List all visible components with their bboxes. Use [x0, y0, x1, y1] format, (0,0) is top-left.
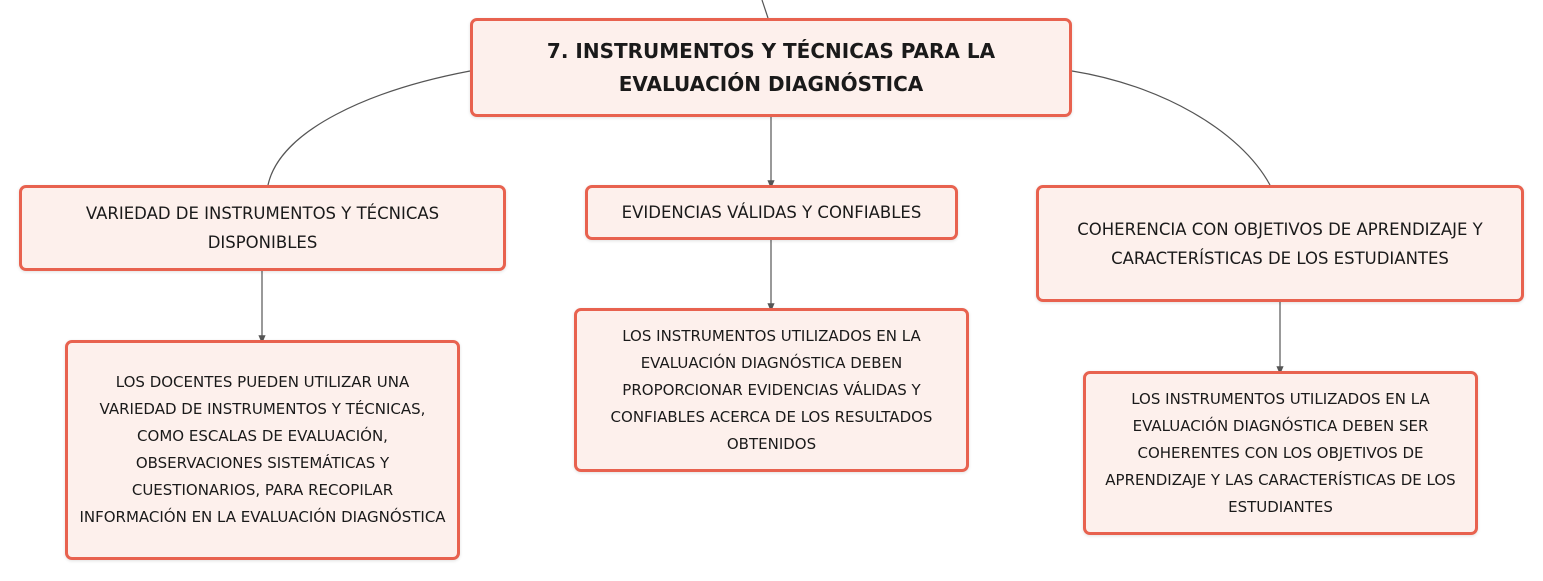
connector-root-to-branch-3	[1072, 71, 1270, 185]
branch-node-label: COHERENCIA CON OBJETIVOS DE APRENDIZAJE Y CARACTERÍSTICAS DE LOS ESTUDIANTES	[1077, 219, 1483, 268]
branch-node-label: VARIEDAD DE INSTRUMENTOS Y TÉCNICAS DISPONIBLES	[85, 204, 440, 252]
branch-node-3[interactable]	[1036, 185, 1524, 302]
connector-root-to-branch-1	[268, 71, 470, 185]
root-node[interactable]	[470, 18, 1072, 117]
branch-node-label: EVIDENCIAS VÁLIDAS Y CONFIABLES	[621, 203, 922, 222]
detail-node-1[interactable]	[65, 340, 460, 560]
branch-node-2[interactable]	[585, 185, 958, 240]
connector-parent-to-root	[762, 0, 768, 18]
detail-node-text: LOS DOCENTES PUEDEN UTILIZAR UNA VARIEDAD DE INSTRUMENTOS Y TÉCNICAS, COMO ESCALAS DE EVALUACIÓN, OBSERVACIONES SISTEMÁTICAS Y CUESTIONARIOS, PARA RECOPILAR INFORMACIÓN EN LA EVALUACIÓN DIAGNÓSTICA	[79, 373, 446, 526]
detail-node-text: LOS INSTRUMENTOS UTILIZADOS EN LA EVALUACIÓN DIAGNÓSTICA DEBEN SER COHERENTES CON LOS OBJETIVOS DE APRENDIZAJE Y LAS CARACTERÍSTICAS DE LOS ESTUDIANTES	[1105, 389, 1456, 516]
branch-node-1[interactable]	[19, 185, 506, 271]
detail-node-3[interactable]	[1083, 371, 1478, 535]
root-node-label: 7. INSTRUMENTOS Y TÉCNICAS PARA LA EVALUACIÓN DIAGNÓSTICA	[546, 38, 996, 96]
detail-node-2[interactable]	[574, 308, 969, 472]
detail-node-text: LOS INSTRUMENTOS UTILIZADOS EN LA EVALUACIÓN DIAGNÓSTICA DEBEN PROPORCIONAR EVIDENCIAS VÁLIDAS Y CONFIABLES ACERCA DE LOS RESULTADOS OBTENIDOS	[610, 326, 933, 453]
